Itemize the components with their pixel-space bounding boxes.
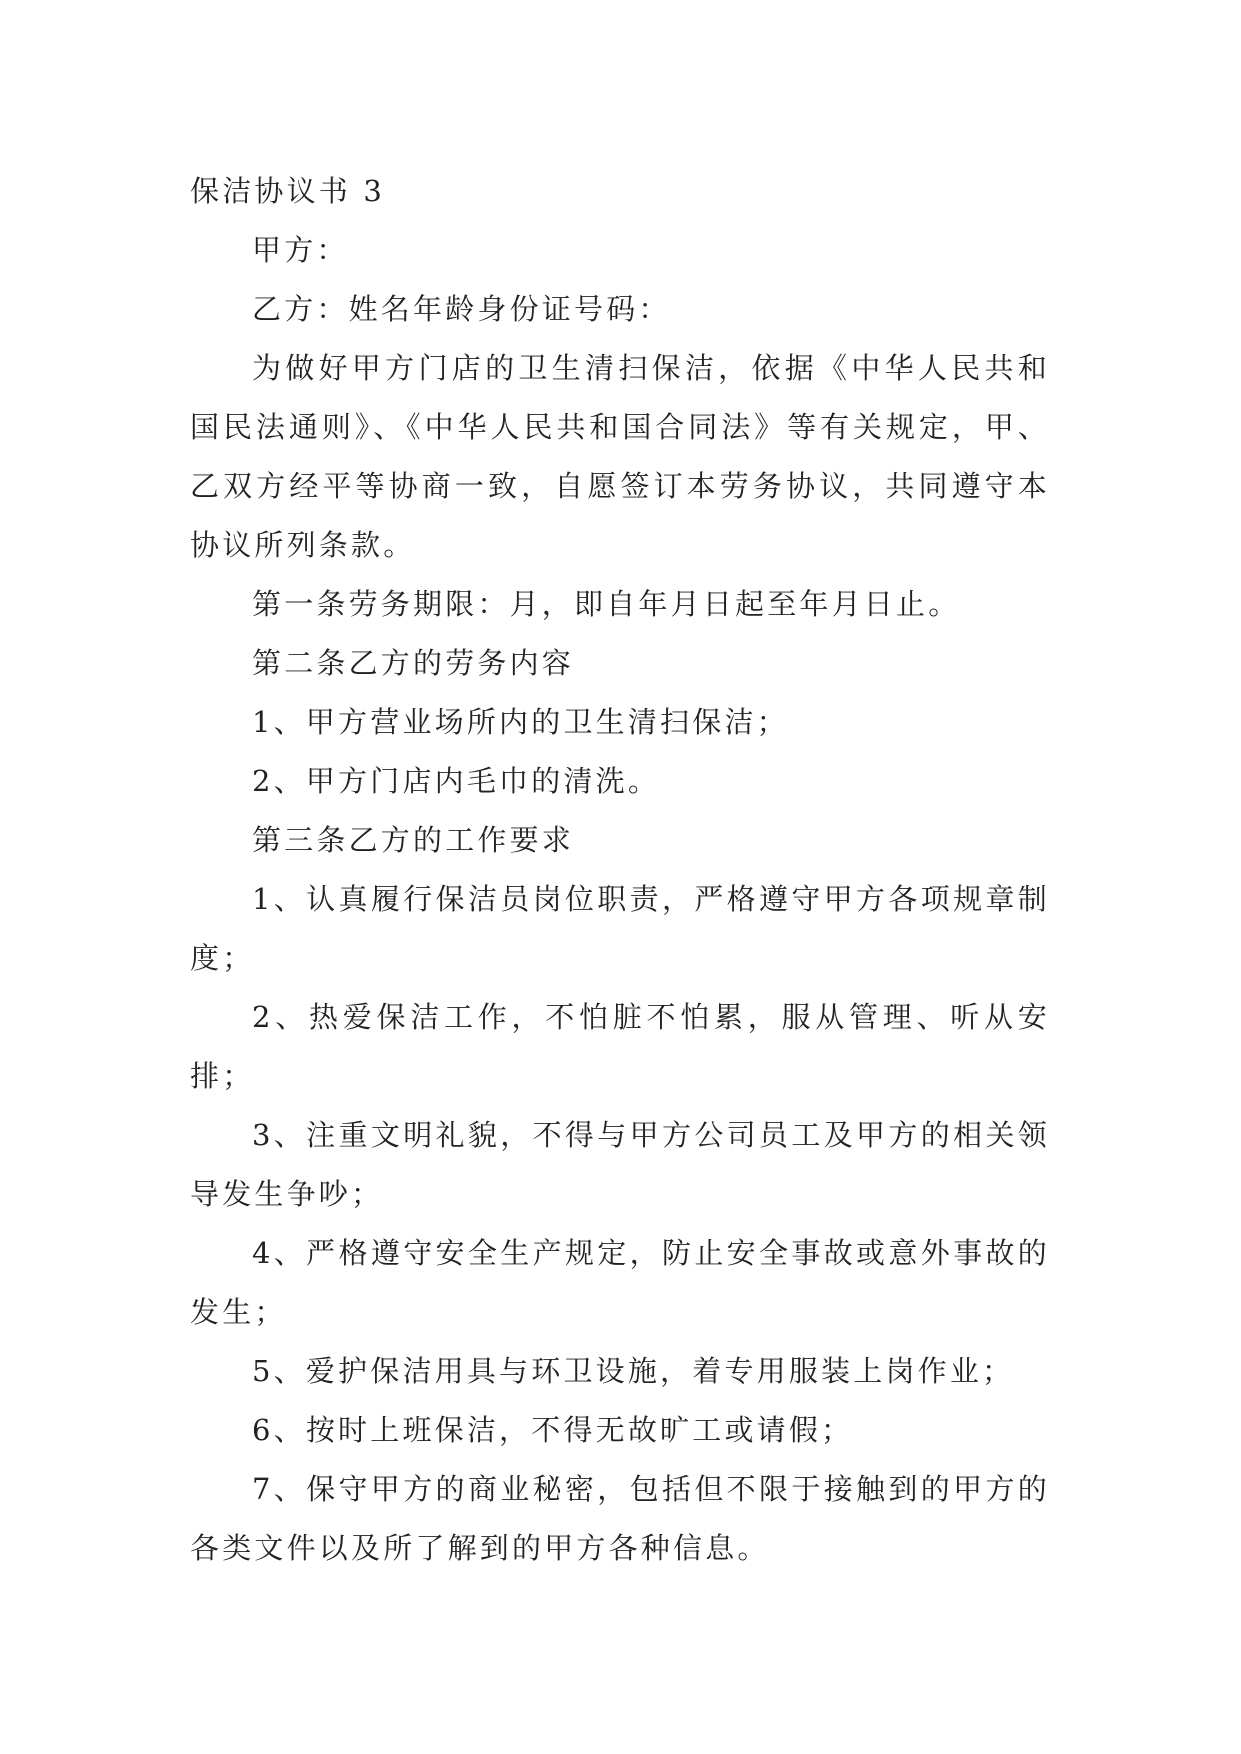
- paragraph-article-3-item-7: 7、保守甲方的商业秘密，包括但不限于接触到的甲方的各类文件以及所了解到的甲方各种信息。: [190, 1472, 1050, 1565]
- paragraph-article-2-item-2: 2、甲方门店内毛巾的清洗。: [252, 764, 661, 798]
- paragraph-party-a: 甲方：: [252, 233, 349, 267]
- paragraph-article-2-item-1: 1、甲方营业场所内的卫生清扫保洁；: [252, 705, 789, 739]
- document-body: [190, 162, 1050, 1578]
- paragraph-article-3-item-6: 6、按时上班保洁，不得无故旷工或请假；: [252, 1413, 854, 1447]
- document-title: 保洁协议书 3: [190, 174, 386, 208]
- paragraph-party-b: 乙方：姓名年龄身份证号码：: [252, 292, 671, 326]
- paragraph-article-3-item-5: 5、爱护保洁用具与环卫设施，着专用服装上岗作业；: [252, 1354, 1015, 1388]
- paragraph-article-3-item-2: 2、热爱保洁工作，不怕脏不怕累，服从管理、听从安排；: [190, 1000, 1050, 1093]
- paragraph-article-2-heading: 第二条乙方的劳务内容: [252, 646, 575, 680]
- paragraph-preamble: 为做好甲方门店的卫生清扫保洁，依据《中华人民共和国民法通则》、《中华人民共和国合同法》等有关规定，甲、乙双方经平等协商一致，自愿签订本劳务协议，共同遵守本协议所列条款。: [190, 351, 1050, 562]
- paragraph-article-3-item-1: 1、认真履行保洁员岗位职责，严格遵守甲方各项规章制度；: [190, 882, 1050, 975]
- paragraph-article-3-item-4: 4、严格遵守安全生产规定，防止安全事故或意外事故的发生；: [190, 1236, 1050, 1329]
- paragraph-article-1: 第一条劳务期限：月，即自年月日起至年月日止。: [252, 587, 961, 621]
- paragraph-article-3-heading: 第三条乙方的工作要求: [252, 823, 575, 857]
- paragraph-article-3-item-3: 3、注重文明礼貌，不得与甲方公司员工及甲方的相关领导发生争吵；: [190, 1118, 1050, 1211]
